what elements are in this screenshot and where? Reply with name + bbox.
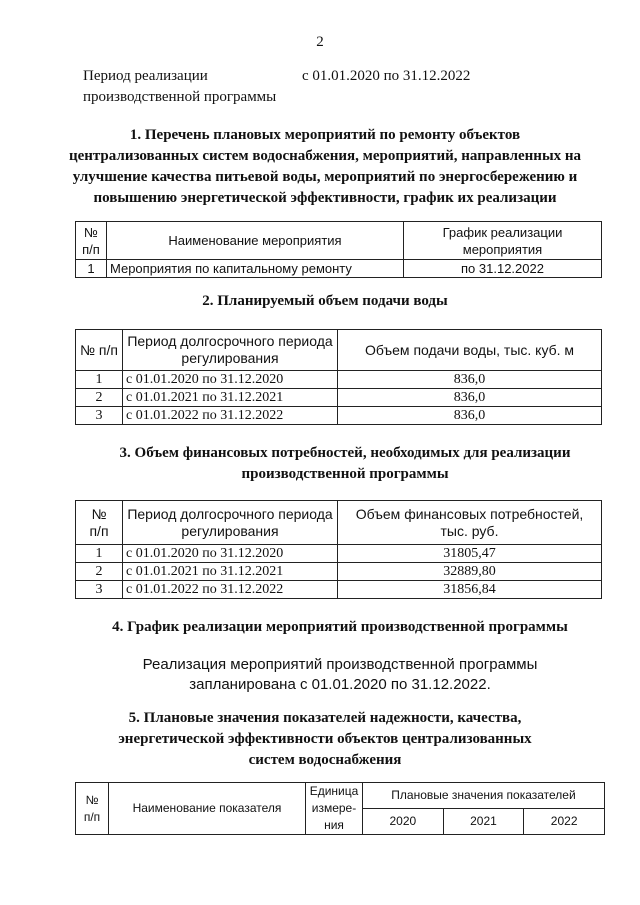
period-label <box>83 66 276 108</box>
cell-finance: 31856,84 <box>338 581 602 599</box>
cell-finance: 31805,47 <box>338 545 602 563</box>
header-period-line1: Период долгосрочного периода <box>127 505 333 522</box>
header-period-line2: регулирования <box>181 522 279 539</box>
cell-period: с 01.01.2020 по 31.12.2020 <box>123 371 338 389</box>
section4-text-line2: запланирована с 01.01.2020 по 31.12.2022. <box>189 676 491 693</box>
header-cell-finance <box>338 501 602 545</box>
header-unit-line3: ния <box>324 818 344 832</box>
header-cell-planned: Плановые значения показателей <box>363 783 605 809</box>
section3-title <box>80 443 610 485</box>
page-number: 2 <box>316 34 324 50</box>
header-number-line1: № <box>85 792 99 807</box>
header-period-line2: регулирования <box>181 350 279 366</box>
section4-text-line1: Реализация мероприятий производственной программы <box>142 656 538 673</box>
cell-finance: 32889,80 <box>338 563 602 581</box>
header-cell-volume: Объем подачи воды, тыс. куб. м <box>338 330 602 371</box>
table-header-row <box>76 783 605 809</box>
header-number-line2: п/п <box>89 522 109 539</box>
table-header-row <box>76 330 602 371</box>
section3-title-line1: 3. Объем финансовых потребностей, необходимых для реализации <box>119 445 571 461</box>
header-number-line1: № <box>84 224 98 240</box>
cell-number: 1 <box>76 371 123 389</box>
section5-title-line2: энергетической эффективности объектов централизованных <box>118 731 532 747</box>
header-number-line2: п/п <box>83 809 101 824</box>
header-number-line1: № <box>91 505 107 522</box>
header-unit-line1: Единица <box>309 784 359 798</box>
table-row <box>76 260 602 278</box>
header-cell-number <box>76 222 107 260</box>
header-cell-number <box>76 783 109 835</box>
header-cell-year-2021: 2021 <box>443 809 524 835</box>
cell-number: 3 <box>76 581 123 599</box>
section3-title-line2: производственной программы <box>241 466 449 482</box>
header-cell-unit <box>306 783 363 835</box>
header-cell-number <box>76 501 123 545</box>
table-row <box>76 545 602 563</box>
cell-volume: 836,0 <box>338 389 602 407</box>
header-cell-period <box>123 501 338 545</box>
section4-text <box>60 655 620 695</box>
section5-title-line1: 5. Плановые значения показателей надежности, качества, <box>128 710 522 726</box>
header-number-line2: п/п <box>82 241 100 257</box>
header-schedule-line1: График реализации <box>442 224 563 240</box>
cell-period: с 01.01.2020 по 31.12.2020 <box>123 545 338 563</box>
section5-title-line3: систем водоснабжения <box>248 752 402 768</box>
section4-title: 4. График реализации мероприятий производственной программы <box>112 619 568 635</box>
table-row <box>76 371 602 389</box>
cell-volume: 836,0 <box>338 371 602 389</box>
table-row <box>76 407 602 425</box>
header-cell-name: Наименование мероприятия <box>107 222 404 260</box>
header-cell-period <box>123 330 338 371</box>
table-header-row <box>76 501 602 545</box>
cell-volume: 836,0 <box>338 407 602 425</box>
header-finance-line1: Объем финансовых потребностей, <box>355 505 584 522</box>
cell-schedule: по 31.12.2022 <box>404 260 602 278</box>
table-row <box>76 581 602 599</box>
section5-title <box>60 708 590 771</box>
header-unit-line2: измере- <box>311 801 357 815</box>
period-value: с 01.01.2020 по 31.12.2022 <box>302 68 471 84</box>
header-cell-year-2022: 2022 <box>524 809 605 835</box>
section2-table <box>75 329 602 425</box>
cell-period: с 01.01.2022 по 31.12.2022 <box>123 581 338 599</box>
section1-title-line4: повышению энергетической эффективности, график их реализации <box>93 190 557 206</box>
header-finance-line2: тыс. руб. <box>440 522 499 539</box>
cell-number: 1 <box>76 260 107 278</box>
cell-number: 3 <box>76 407 123 425</box>
period-label-line2: производственной программы <box>83 89 277 105</box>
cell-name: Мероприятия по капитальному ремонту <box>107 260 404 278</box>
section1-title-line2: централизованных систем водоснабжения, мероприятий, направленных на <box>68 148 582 164</box>
header-cell-number: № п/п <box>76 330 123 371</box>
cell-period: с 01.01.2021 по 31.12.2021 <box>123 563 338 581</box>
header-period-line1: Период долгосрочного периода <box>127 333 333 349</box>
period-label-line1: Период реализации <box>83 68 208 84</box>
cell-number: 2 <box>76 563 123 581</box>
table-row <box>76 389 602 407</box>
header-cell-year-2020: 2020 <box>363 809 444 835</box>
cell-number: 2 <box>76 389 123 407</box>
section2-title: 2. Планируемый объем подачи воды <box>202 293 448 309</box>
section5-table <box>75 782 605 835</box>
cell-period: с 01.01.2022 по 31.12.2022 <box>123 407 338 425</box>
cell-period: с 01.01.2021 по 31.12.2021 <box>123 389 338 407</box>
table-header-row <box>76 222 602 260</box>
header-cell-indicator: Наименование показателя <box>109 783 306 835</box>
section3-table <box>75 500 602 599</box>
section1-title-line1: 1. Перечень плановых мероприятий по ремонту объектов <box>129 127 521 143</box>
header-schedule-line2: мероприятия <box>462 241 543 257</box>
cell-number: 1 <box>76 545 123 563</box>
header-cell-schedule <box>404 222 602 260</box>
table-row <box>76 563 602 581</box>
section1-title <box>60 125 590 209</box>
section1-title-line3: улучшение качества питьевой воды, мероприятий по энергосбережению и <box>72 169 578 185</box>
section1-table <box>75 221 602 278</box>
